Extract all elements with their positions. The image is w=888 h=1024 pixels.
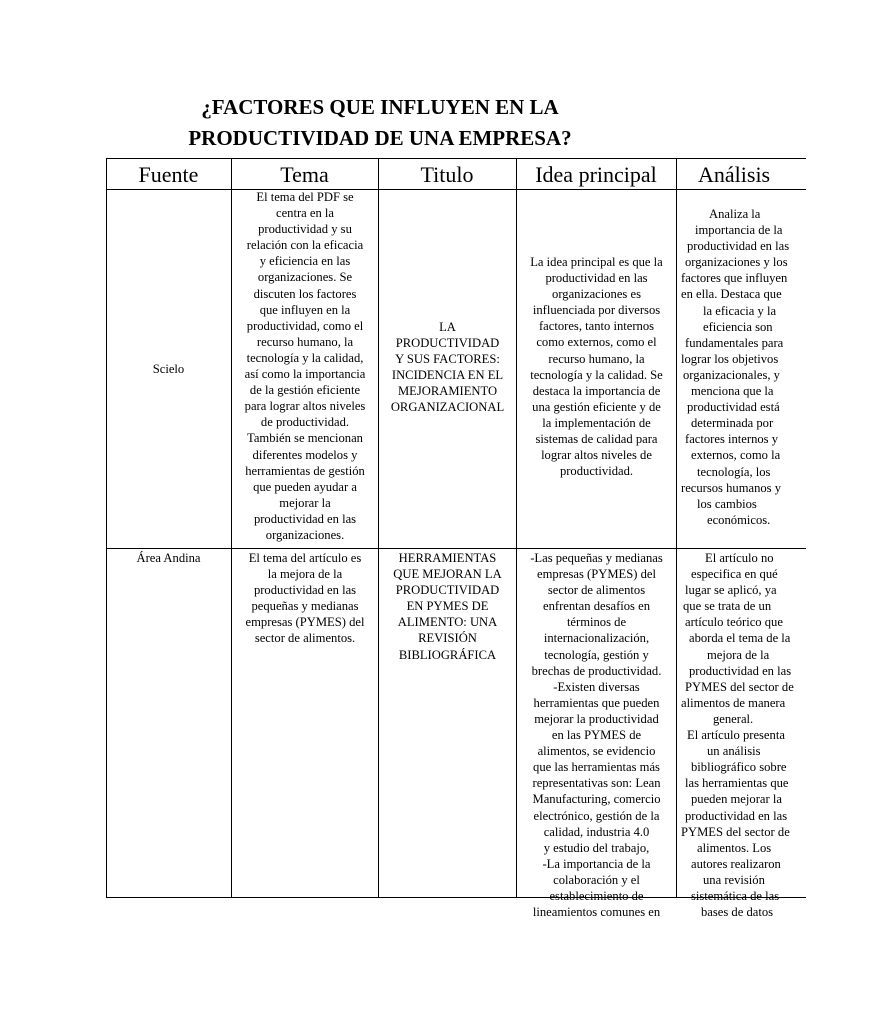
idea-line: tecnología y la calidad. Se	[530, 367, 663, 382]
tema-line: pequeñas y medianas	[251, 599, 359, 614]
idea-line: sistemas de calidad para	[535, 432, 658, 447]
tema-line: productividad en las	[253, 511, 357, 526]
tema-line: que pueden ayudar a	[253, 479, 357, 494]
idea-line: calidad, industria 4.0	[543, 824, 650, 839]
analisis-line: factores que influyen	[681, 271, 788, 286]
analisis-line: pueden mejorar la	[691, 792, 782, 807]
row2-tema	[232, 550, 378, 647]
header-idea-principal: Idea principal	[535, 162, 657, 187]
idea-line: recurso humano, la	[548, 351, 645, 366]
row2-fuente: Área Andina	[136, 551, 201, 565]
titulo-line: HERRAMIENTAS	[398, 551, 497, 565]
analisis-line: los cambios	[697, 496, 757, 511]
analisis-line: eficiencia son	[703, 319, 773, 334]
idea-line: electrónico, gestión de la	[533, 808, 660, 823]
analisis-line: importancia de la	[695, 223, 783, 238]
tema-line: empresas (PYMES) del	[245, 615, 365, 630]
titulo-line: LA	[439, 320, 456, 334]
tema-line: de la gestión eficiente	[249, 383, 361, 398]
idea-line: destaca la importancia de	[532, 383, 661, 398]
idea-line: representativas son: Lean	[532, 776, 661, 791]
analisis-line: económicos.	[707, 512, 771, 527]
idea-line: colaboración y el	[553, 872, 640, 887]
titulo-line: PRODUCTIVIDAD	[395, 336, 500, 351]
tema-line: la mejora de la	[267, 567, 343, 582]
idea-line: empresas (PYMES) del	[537, 567, 656, 582]
analisis-line: productividad está	[687, 400, 780, 415]
idea-line: La idea principal es que la	[530, 255, 663, 269]
analisis-line: lugar se aplicó, ya	[685, 583, 777, 598]
tema-line: productividad, como el	[246, 318, 364, 333]
analisis-line: una revisión	[703, 872, 765, 887]
idea-line: sector de alimentos	[547, 583, 646, 598]
row2-analisis	[677, 550, 867, 920]
row2-idea-principal	[517, 550, 676, 920]
row1-idea-principal	[517, 254, 676, 479]
analisis-line: PYMES del sector de	[685, 679, 794, 694]
analisis-line: productividad en las	[687, 239, 790, 254]
titulo-line: BIBLIOGRÁFICA	[398, 647, 497, 662]
idea-line: en las PYMES de	[551, 728, 642, 743]
tema-line: así como la importancia	[244, 367, 366, 382]
tema-line: recurso humano, la	[256, 334, 354, 349]
analisis-line: especifica en qué	[691, 567, 778, 582]
analisis-line: bibliográfico sobre	[691, 760, 787, 775]
tema-line: centra en la	[275, 206, 335, 221]
titulo-line: QUE MEJORAN LA	[393, 567, 502, 582]
idea-line: establecimiento de	[549, 888, 644, 903]
tema-line: mejorar la	[279, 495, 331, 510]
analisis-line: productividad en las	[689, 663, 792, 678]
title-line-1: ¿FACTORES QUE INFLUYEN EN LA	[201, 95, 559, 119]
idea-line: productividad.	[559, 464, 634, 479]
analisis-line: El artículo no	[705, 551, 774, 565]
idea-line: lograr altos niveles de	[541, 448, 652, 463]
analisis-line: recursos humanos y	[681, 480, 782, 495]
tema-line: productividad en las	[253, 583, 357, 598]
page-title	[130, 92, 630, 154]
tema-line: El tema del PDF se	[256, 190, 354, 204]
idea-line: enfrentan desafíos en	[543, 599, 650, 614]
idea-line: brechas de productividad.	[531, 663, 662, 678]
idea-line: que las herramientas más	[533, 760, 660, 775]
analisis-line: alimentos. Los	[697, 840, 772, 855]
analisis-line: tecnología, los	[697, 464, 771, 479]
tema-line: herramientas de gestión	[245, 463, 365, 478]
analisis-line: que se trata de un	[683, 599, 772, 614]
analisis-line: la eficacia y la	[703, 303, 777, 318]
tema-line: productividad y su	[258, 222, 352, 237]
analisis-line: menciona que la	[691, 384, 774, 399]
analisis-line: PYMES del sector de	[681, 824, 790, 839]
tema-line: organizaciones. Se	[257, 270, 353, 285]
idea-line: -Las pequeñas y medianas	[530, 551, 663, 565]
tema-line: tecnología y la calidad,	[246, 350, 364, 365]
analisis-line: organizaciones y los	[685, 255, 788, 270]
header-analisis: Análisis	[698, 162, 771, 187]
analisis-line: externos, como la	[691, 448, 781, 463]
idea-line: y estudio del trabajo,	[543, 840, 650, 855]
title-line-2: PRODUCTIVIDAD DE UNA EMPRESA?	[188, 126, 572, 150]
tema-line: sector de alimentos.	[254, 631, 356, 646]
analisis-line: lograr los objetivos	[681, 351, 779, 366]
tema-line: organizaciones.	[265, 527, 345, 542]
tema-line: y eficiencia en las	[259, 254, 351, 269]
header-tema: Tema	[280, 162, 329, 187]
row1-analisis	[677, 206, 867, 528]
header-fuente: Fuente	[138, 162, 199, 187]
header-divider	[106, 189, 806, 190]
idea-line: organizaciones es	[552, 287, 641, 302]
analisis-line: un análisis	[707, 744, 761, 759]
factors-table	[106, 158, 806, 920]
analisis-line: alimentos de manera	[681, 695, 786, 710]
analisis-line: productividad en las	[685, 808, 788, 823]
analisis-line: general.	[713, 711, 754, 726]
tema-line: El tema del artículo es	[248, 551, 362, 565]
analisis-line: artículo teórico que	[685, 615, 783, 630]
idea-line: internacionalización,	[543, 631, 650, 646]
row-divider	[106, 548, 806, 549]
idea-line: influenciada por diversos	[532, 303, 661, 318]
tema-line: discuten los factores	[253, 286, 357, 301]
idea-line: herramientas que pueden	[533, 695, 660, 710]
analisis-line: organizacionales, y	[683, 367, 780, 382]
column-divider	[378, 159, 379, 897]
titulo-line: PRODUCTIVIDAD	[395, 583, 500, 598]
tema-line: para lograr altos niveles	[244, 399, 366, 414]
idea-line: alimentos, se evidencio	[537, 744, 656, 759]
titulo-line: ALIMENTO: UNA	[397, 615, 498, 630]
idea-line: -La importancia de la	[542, 856, 651, 871]
analisis-line: aborda el tema de la	[689, 631, 791, 646]
row1-fuente: Scielo	[152, 362, 185, 376]
analisis-line: sistemática de las	[691, 888, 780, 903]
analisis-line: factores internos y	[685, 432, 779, 447]
tema-line: diferentes modelos y	[252, 447, 358, 462]
idea-line: la implementación de	[542, 415, 651, 430]
analisis-line: fundamentales para	[685, 335, 784, 350]
titulo-line: REVISIÓN	[418, 631, 477, 646]
analisis-line: bases de datos	[701, 905, 774, 920]
analisis-line: determinada por	[691, 416, 774, 431]
idea-line: factores, tanto internos	[538, 319, 655, 334]
idea-line: mejorar la productividad	[534, 711, 659, 726]
row1-titulo	[379, 319, 516, 416]
header-titulo: Titulo	[420, 162, 474, 187]
idea-line: Manufacturing, comercio	[532, 792, 661, 807]
tema-line: de productividad.	[260, 415, 350, 430]
row1-tema	[232, 189, 378, 543]
idea-line: lineamientos comunes en	[532, 905, 661, 920]
titulo-line: Y SUS FACTORES:	[395, 352, 500, 367]
idea-line: como externos, como el	[536, 335, 657, 350]
analisis-line: las herramientas que	[685, 776, 789, 791]
tema-line: que influyen en la	[259, 302, 351, 317]
titulo-line: ORGANIZACIONAL	[390, 400, 505, 415]
idea-line: -Existen diversas	[553, 679, 640, 694]
analisis-line: El artículo presenta	[687, 728, 785, 743]
titulo-line: INCIDENCIA EN EL	[391, 368, 504, 383]
analisis-line: Analiza la	[709, 207, 761, 221]
idea-line: términos de	[566, 615, 627, 630]
idea-line: productividad en las	[545, 271, 648, 286]
tema-line: relación con la eficacia	[246, 238, 364, 253]
titulo-line: MEJORAMIENTO	[397, 384, 498, 399]
idea-line: tecnología, gestión y	[544, 647, 649, 662]
tema-line: También se mencionan	[247, 431, 363, 446]
titulo-line: EN PYMES DE	[406, 599, 489, 614]
idea-line: una gestión eficiente y de	[532, 399, 661, 414]
analisis-line: autores realizaron	[691, 856, 781, 871]
analisis-line: mejora de la	[707, 647, 770, 662]
analisis-line: en ella. Destaca que	[681, 287, 782, 302]
row2-titulo	[379, 550, 516, 663]
